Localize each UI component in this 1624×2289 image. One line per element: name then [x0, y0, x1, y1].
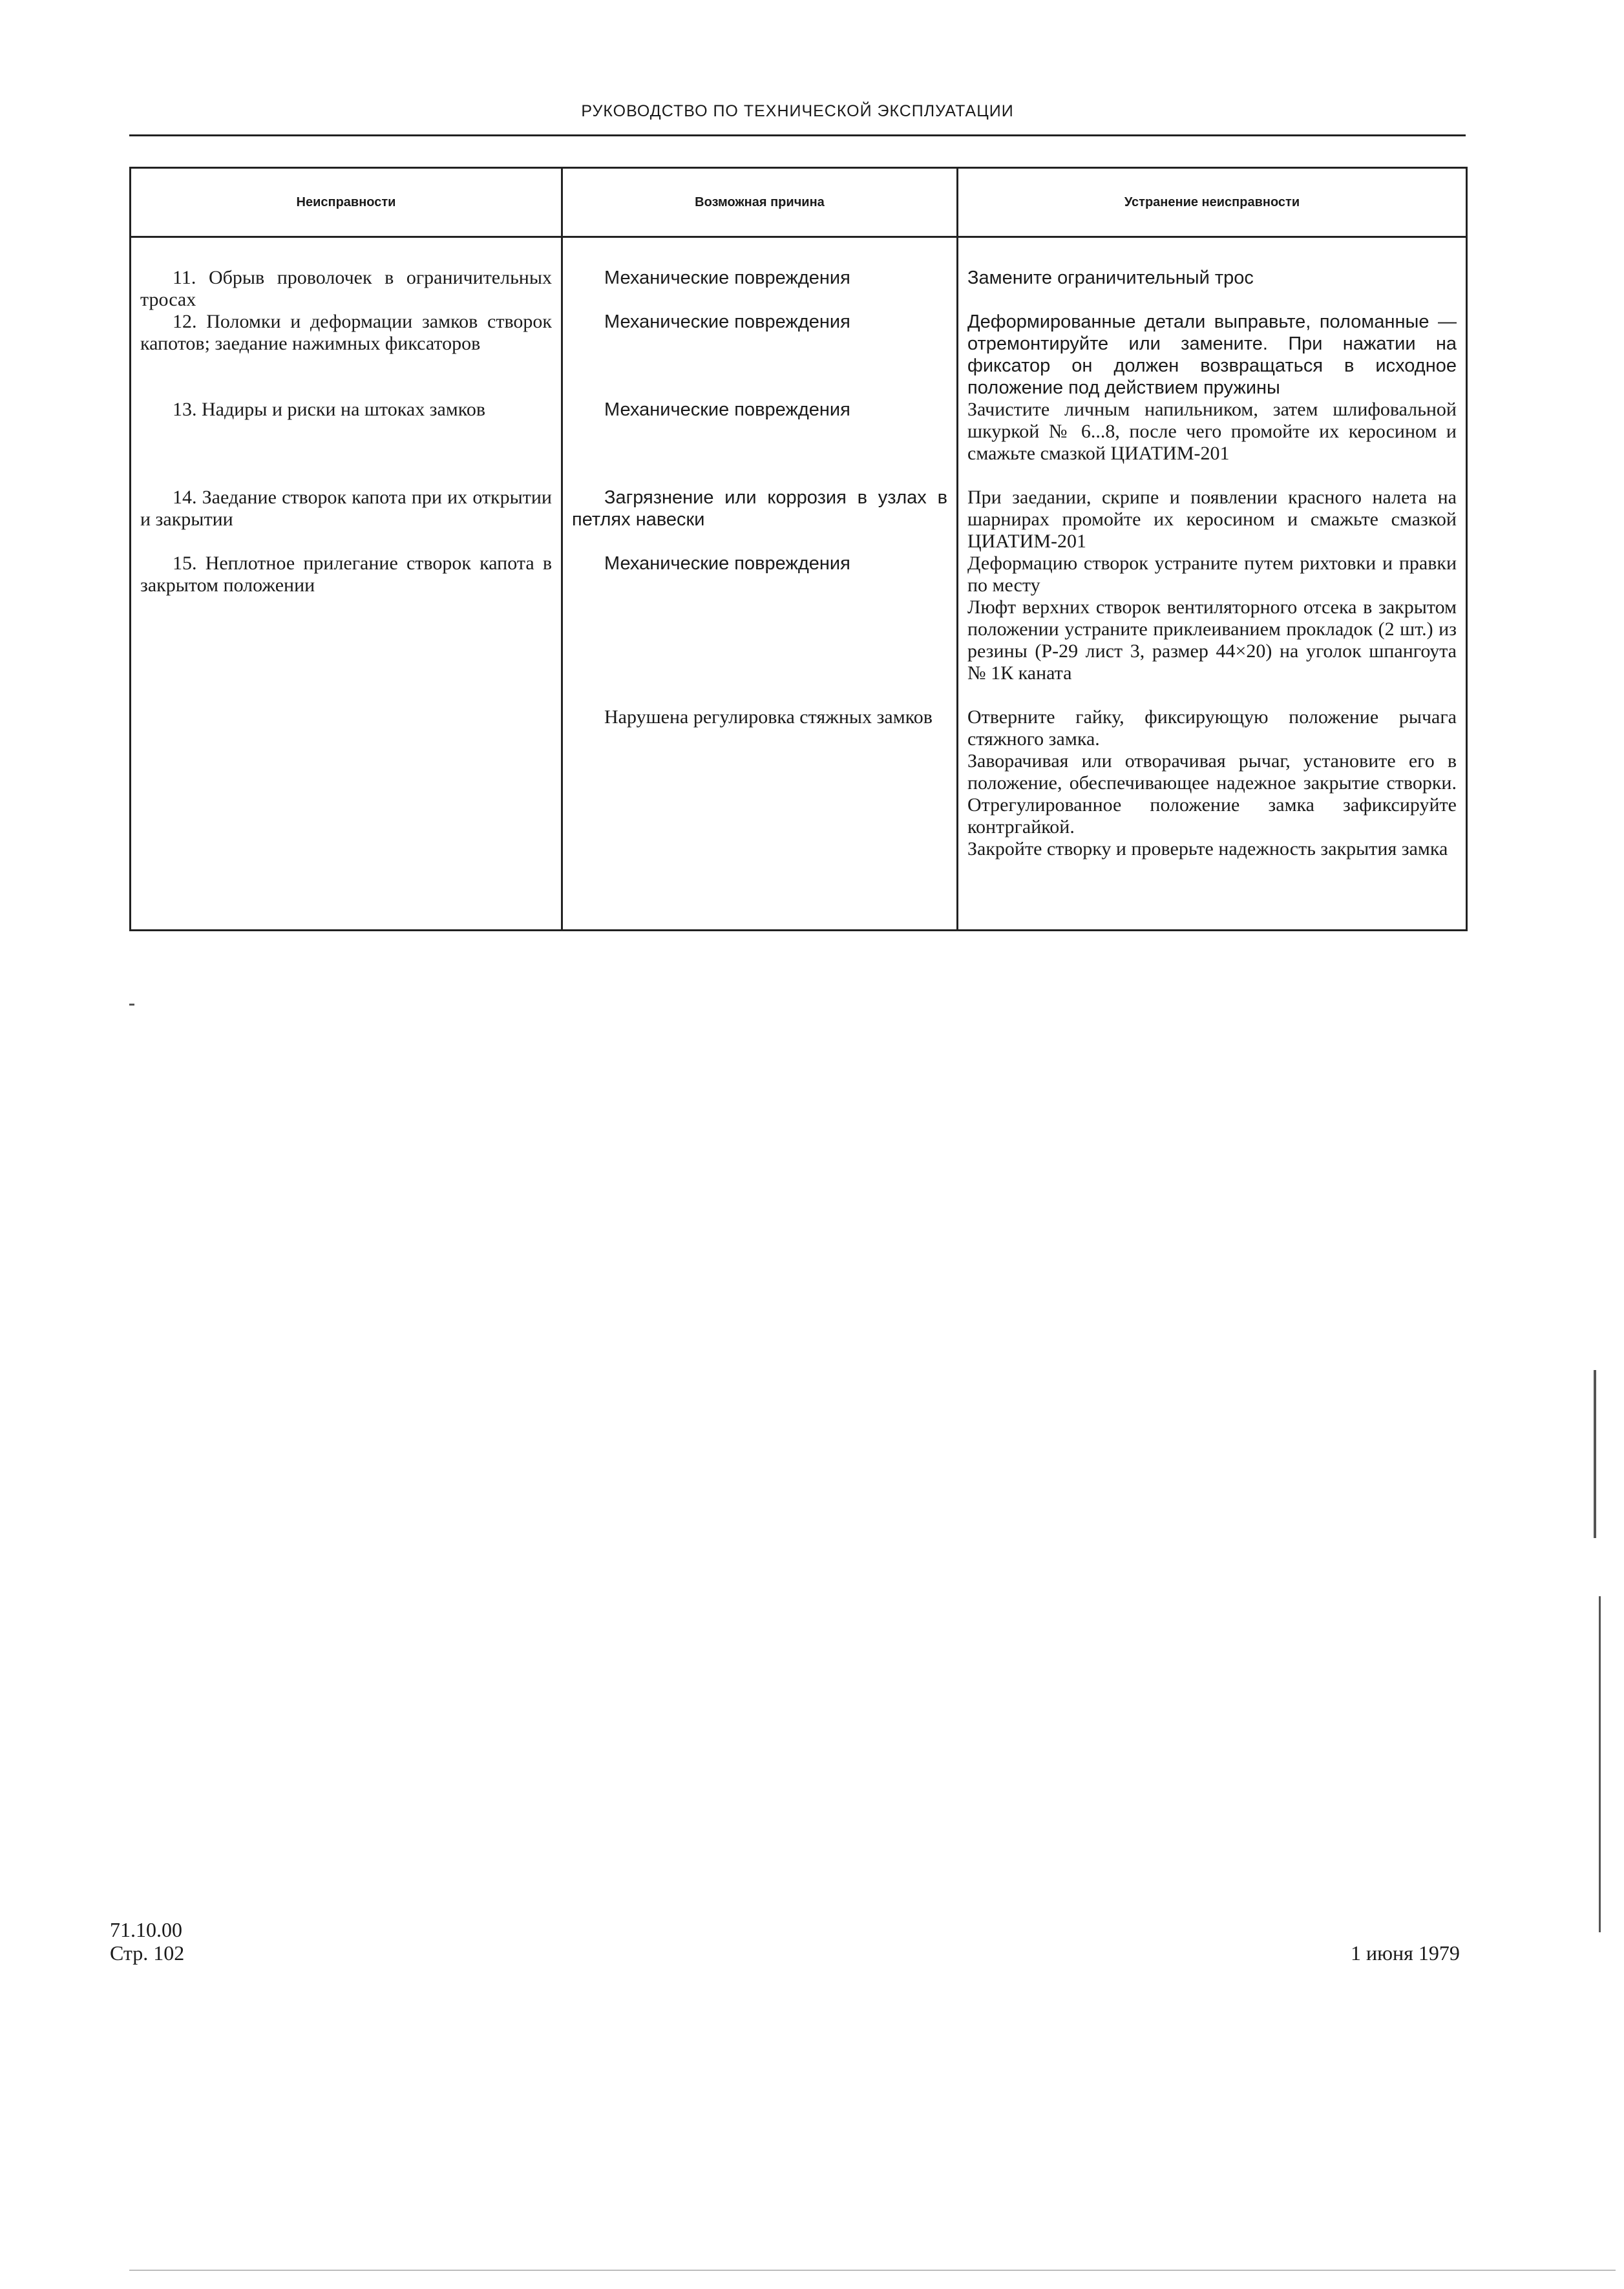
running-header: РУКОВОДСТВО ПО ТЕХНИЧЕСКОЙ ЭКСПЛУАТАЦИИ [581, 102, 1014, 120]
cause-item: Механические повреждения [604, 553, 850, 574]
fault-item: 15. Неплотное прилегание створок капота в закрытом положении [140, 553, 552, 596]
table-body-row [131, 237, 1467, 931]
remedy-item: Люфт верхних створок вентиляторного отсека в закрытом положении устраните приклеиванием прокладок (2 шт.) из резины (Р-29 лист 3, размер 44×20) на уголок шпангоута № 1К каната [967, 596, 1457, 684]
scan-artifact [129, 2270, 1616, 2271]
remedy-item: Деформацию створок устраните путем рихтовки и правки по месту [967, 553, 1457, 596]
faults-column [131, 237, 562, 931]
cause-item: Механические повреждения [604, 311, 850, 332]
column-header-faults: Неисправности [131, 168, 562, 237]
remedy-item: Зачистите личным напильником, затем шлифовальной шкуркой № 6...8, после чего промойте их керосином и смажьте смазкой ЦИАТИМ-201 [967, 399, 1457, 464]
column-header-remedies: Устранение неисправности [958, 168, 1467, 237]
remedy-item: Отверните гайку, фиксирующую положение рычага стяжного замка. [967, 706, 1457, 750]
page-number: Стр. 102 [110, 1941, 185, 1965]
scan-artifact [1594, 1370, 1596, 1538]
remedy-item: Закройте створку и проверьте надежность закрытия замка [967, 838, 1448, 860]
fault-item: 11. Обрыв проволочек в ограничительных тросах [140, 267, 552, 310]
cause-item: Нарушена регулировка стяжных замков [604, 706, 933, 728]
footer-date: 1 июня 1979 [1351, 1941, 1460, 1965]
scan-artifact [1599, 1596, 1601, 1932]
fault-item: 14. Заедание створок капота при их открытии и закрытии [140, 487, 552, 530]
cause-item: Механические повреждения [604, 268, 850, 288]
cause-item: Механические повреждения [604, 399, 850, 420]
doc-code: 71.10.00 [110, 1918, 182, 1941]
remedy-item: Замените ограничительный трос [967, 268, 1254, 288]
cause-item: Загрязнение или коррозия в узлах в петлях навески [572, 487, 947, 530]
remedy-item: Деформированные детали выправьте, поломанные — отремонтируйте или замените. При нажатии на фиксатор он должен возвращаться в исходное положение под действием пружины [967, 311, 1457, 398]
remedies-column [958, 237, 1467, 931]
table-header-row [131, 168, 1467, 237]
column-header-causes: Возможная причина [562, 168, 958, 237]
fault-table [129, 167, 1468, 931]
header-rule [129, 134, 1466, 136]
footer-left [110, 1918, 184, 1965]
fault-item: 12. Поломки и деформации замков створок капотов; заедание нажимных фиксаторов [140, 311, 552, 354]
fault-item: 13. Надиры и риски на штоках замков [173, 399, 485, 420]
remedy-item: При заедании, скрипе и появлении красного налета на шарнирах промойте их керосином и смажьте смазкой ЦИАТИМ-201 [967, 487, 1457, 552]
remedy-item: Заворачивая или отворачивая рычаг, установите его в положение, обеспечивающее надежное закрытие створки. Отрегулированное положение замка зафиксируйте контргайкой. [967, 750, 1457, 838]
scan-artifact [129, 1004, 134, 1006]
causes-column [562, 237, 958, 931]
